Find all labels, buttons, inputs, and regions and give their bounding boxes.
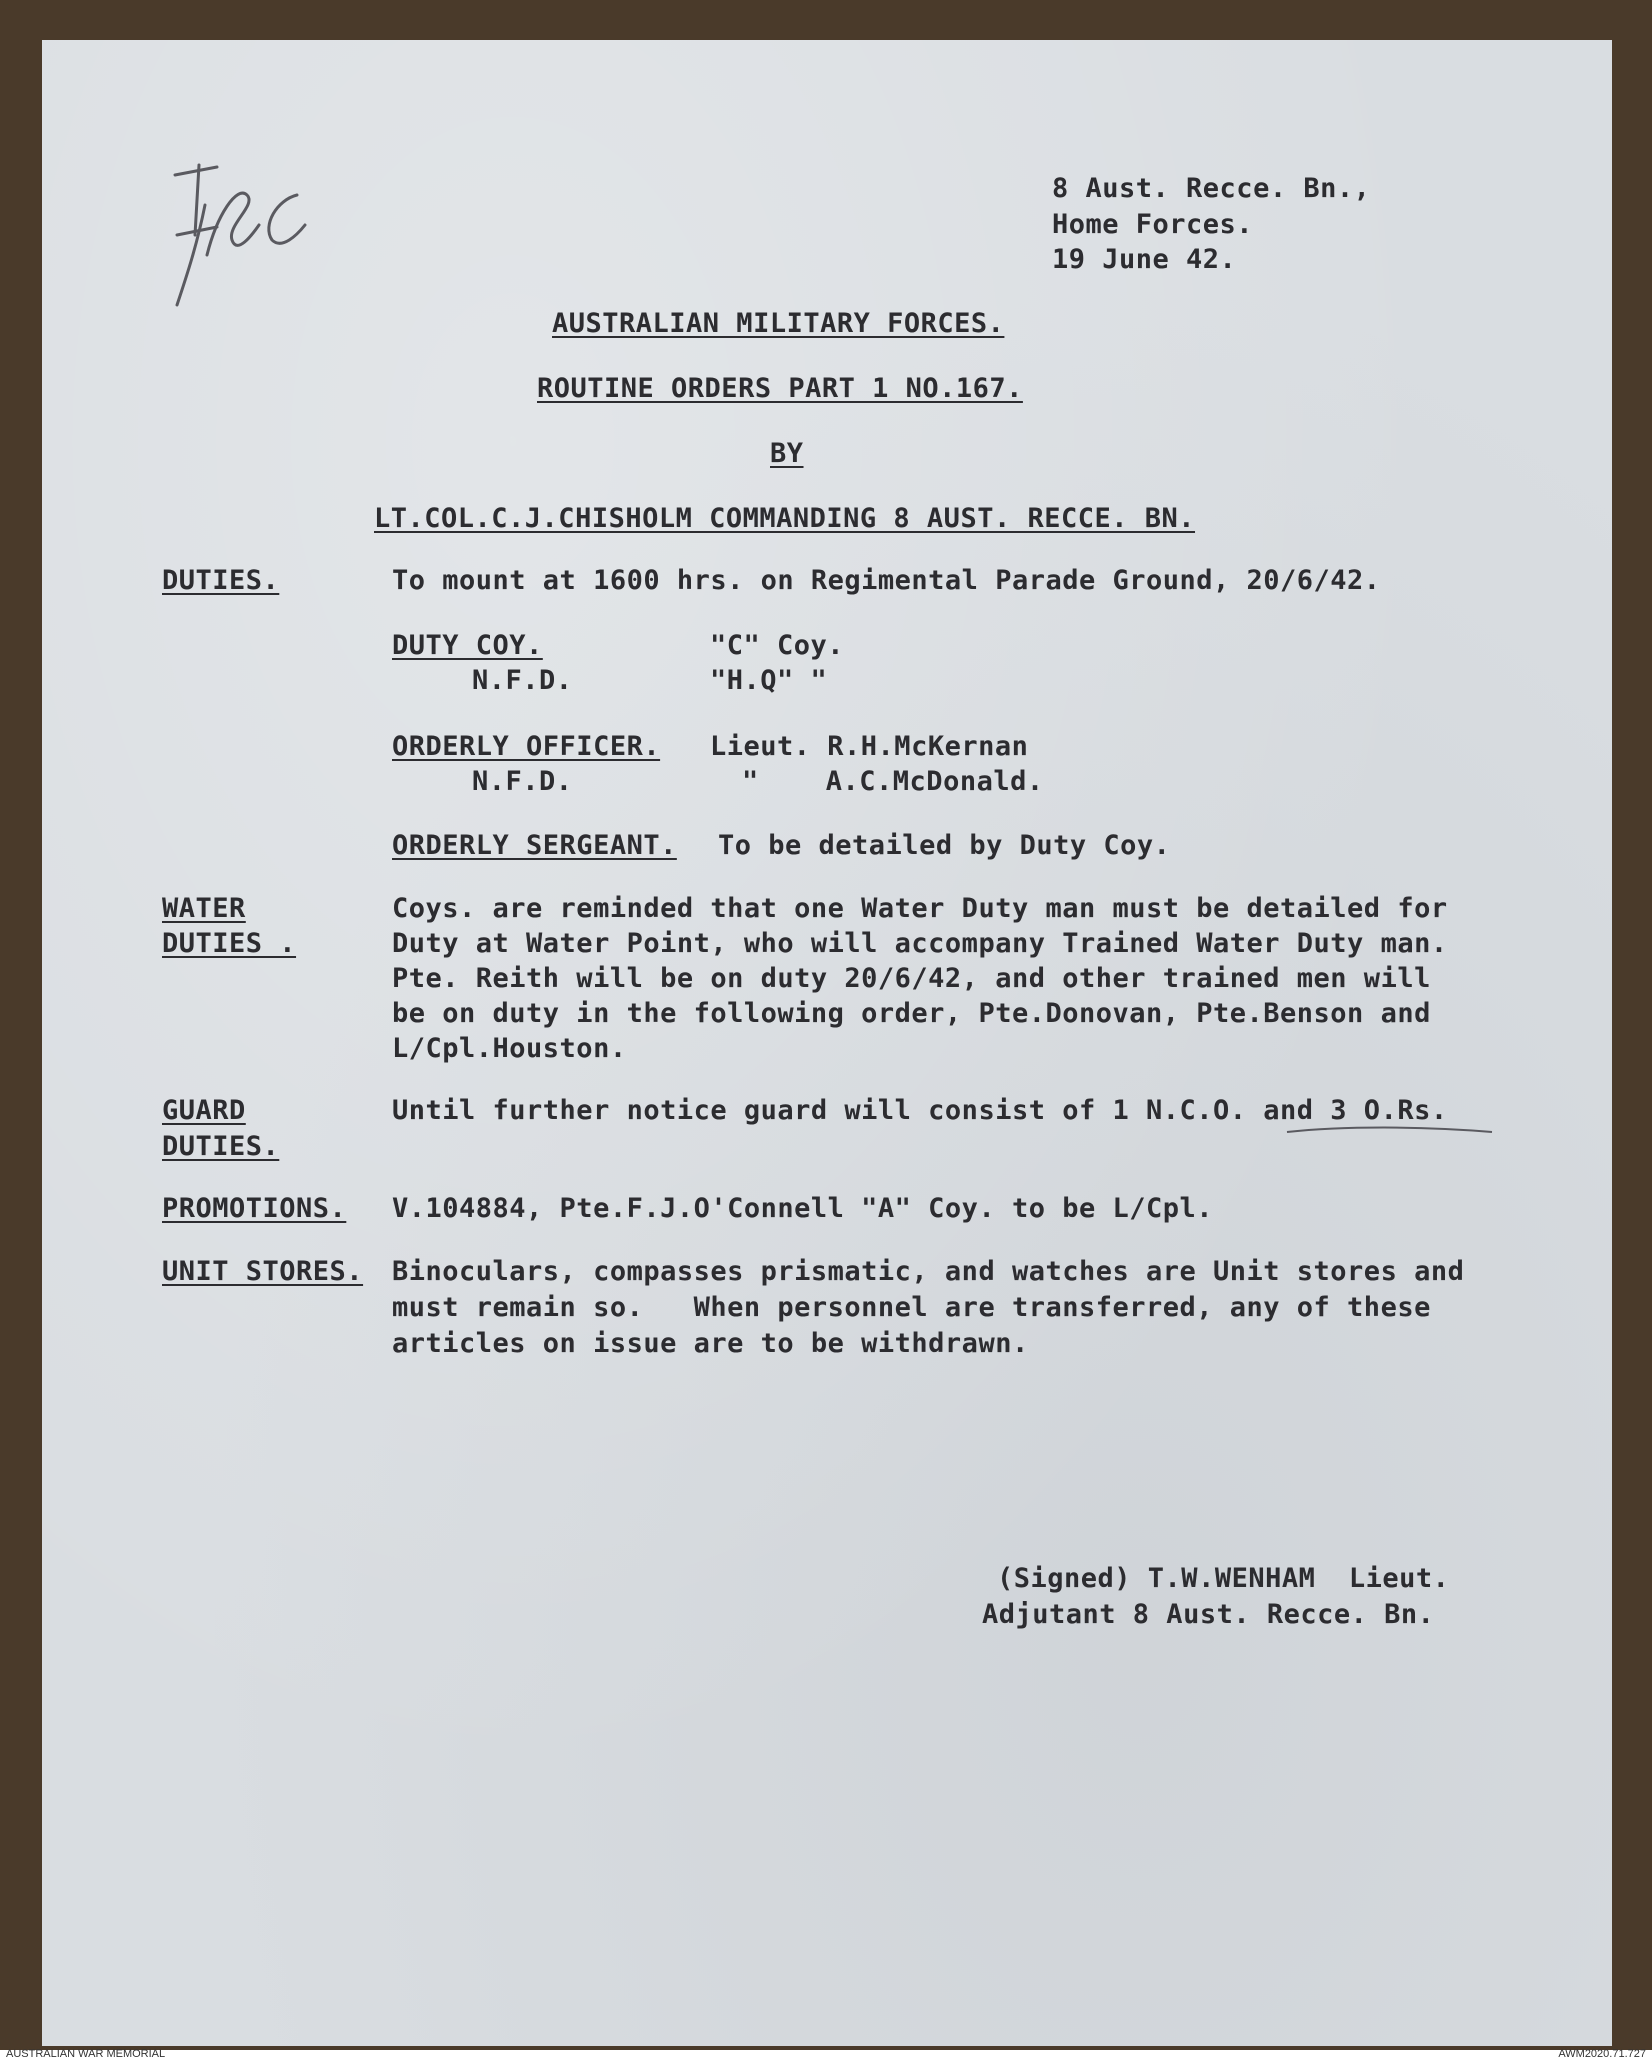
water-duties-line-3: Pte. Reith will be on duty 20/6/42, and other trained men will bbox=[392, 963, 1431, 994]
nfd-value-2: " A.C.McDonald. bbox=[742, 766, 1044, 797]
duty-coy-label: DUTY COY. bbox=[392, 630, 543, 661]
water-duties-line-5: L/Cpl.Houston. bbox=[392, 1033, 627, 1064]
document-subtitle: ROUTINE ORDERS PART 1 NO.167. bbox=[537, 373, 1023, 404]
nfd-label-2: N.F.D. bbox=[472, 766, 573, 797]
handwritten-annotation bbox=[147, 105, 387, 335]
orderly-officer-label: ORDERLY OFFICER. bbox=[392, 731, 661, 762]
unit-stores-line-1: Binoculars, compasses prismatic, and watches are Unit stores and bbox=[392, 1256, 1465, 1287]
letterhead-forces: Home Forces. bbox=[1052, 209, 1254, 240]
orderly-sergeant-value: To be detailed by Duty Coy. bbox=[718, 830, 1171, 861]
unit-stores-line-2: must remain so. When personnel are transferred, any of these bbox=[392, 1292, 1431, 1323]
promotions-text: V.104884, Pte.F.J.O'Connell "A" Coy. to be L/Cpl. bbox=[392, 1193, 1214, 1224]
water-duties-heading-line-1: WATER bbox=[162, 893, 246, 924]
water-duties-line-2: Duty at Water Point, who will accompany Trained Water Duty man. bbox=[392, 928, 1448, 959]
duties-text: To mount at 1600 hrs. on Regimental Parade Ground, 20/6/42. bbox=[392, 565, 1381, 596]
document-page bbox=[42, 40, 1612, 2046]
document-title: AUSTRALIAN MILITARY FORCES. bbox=[552, 308, 1005, 339]
unit-stores-line-3: articles on issue are to be withdrawn. bbox=[392, 1328, 1029, 1359]
duty-coy-value: "C" Coy. bbox=[710, 630, 845, 661]
water-duties-heading-line-2: DUTIES . bbox=[162, 928, 297, 959]
signature-title: Adjutant 8 Aust. Recce. Bn. bbox=[982, 1599, 1435, 1630]
letterhead-date: 19 June 42. bbox=[1052, 244, 1237, 275]
water-duties-line-1: Coys. are reminded that one Water Duty man must be detailed for bbox=[392, 893, 1448, 924]
orderly-officer-value: Lieut. R.H.McKernan bbox=[710, 731, 1029, 762]
water-duties-line-4: be on duty in the following order, Pte.Donovan, Pte.Benson and bbox=[392, 998, 1431, 1029]
promotions-heading: PROMOTIONS. bbox=[162, 1193, 347, 1224]
guard-duties-heading-line-1: GUARD bbox=[162, 1095, 246, 1126]
by-line: BY bbox=[770, 438, 804, 469]
unit-stores-heading: UNIT STORES. bbox=[162, 1256, 364, 1287]
footer-left: AUSTRALIAN WAR MEMORIAL bbox=[6, 2048, 166, 2060]
orderly-sergeant-label: ORDERLY SERGEANT. bbox=[392, 830, 677, 861]
nfd-label-1: N.F.D. bbox=[472, 665, 573, 696]
guard-duties-text: Until further notice guard will consist of 1 N.C.O. and 3 O.Rs. bbox=[392, 1095, 1448, 1126]
commanding-line: LT.COL.C.J.CHISHOLM COMMANDING 8 AUST. RECCE. BN. bbox=[374, 503, 1196, 534]
nfd-value-1: "H.Q" " bbox=[710, 665, 828, 696]
guard-duties-heading-line-2: DUTIES. bbox=[162, 1131, 280, 1162]
signature-line: (Signed) T.W.WENHAM Lieut. bbox=[997, 1563, 1450, 1594]
footer-right: AWM2020.71.727 bbox=[1558, 2048, 1646, 2060]
duties-heading: DUTIES. bbox=[162, 565, 280, 596]
pencil-underline-mark bbox=[1282, 1120, 1502, 1140]
letterhead-unit: 8 Aust. Recce. Bn., bbox=[1052, 173, 1371, 204]
